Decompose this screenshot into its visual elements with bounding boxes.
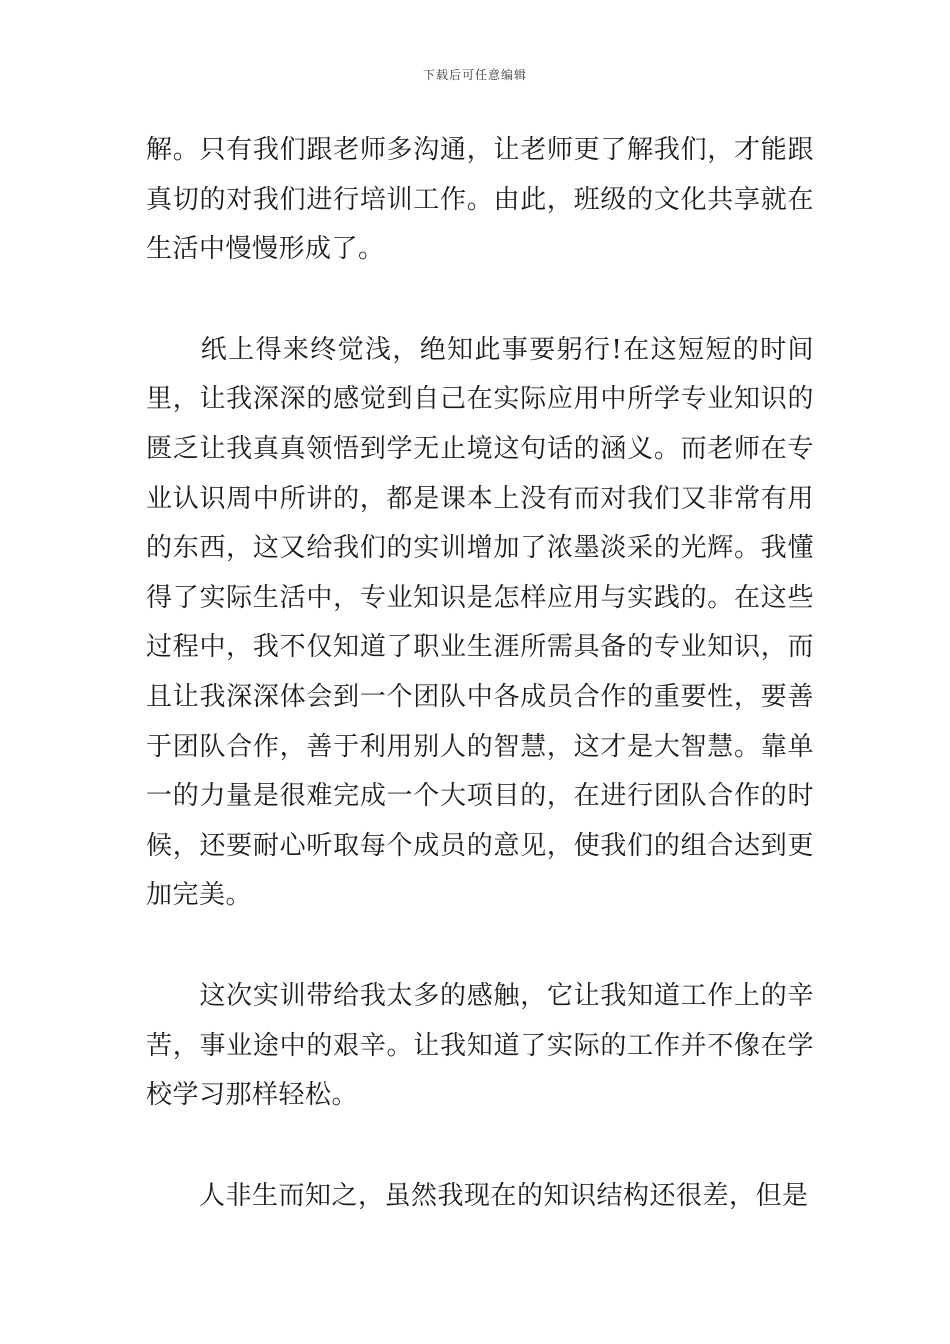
paragraph-2: 纸上得来终觉浅，绝知此事要躬行!在这短短的时间里，让我深深的感觉到自己在实际应用中所学专业知识的匮乏让我真真领悟到学无止境这句话的涵义。而老师在专业认识周中所讲的，都是课本上没有而对我们又非常有用的东西，这又给我们的实训增加了浓墨淡采的光辉。我懂得了实际生活中，专业知识是怎样应用与实践的。在这些过程中，我不仅知道了职业生涯所需具备的专业知识，而且让我深深体会到一个团队中各成员合作的重要性，要善于团队合作，善于利用别人的智慧，这才是大智慧。靠单一的力量是很难完成一个大项目的，在进行团队合作的时候，还要耐心听取每个成员的意见，使我们的组合达到更加完美。 xyxy=(146,334,814,911)
paragraph-3: 这次实训带给我太多的感触，它让我知道工作上的辛苦，事业途中的艰辛。让我知道了实际的工作并不像在学校学习那样轻松。 xyxy=(146,980,814,1111)
document-body xyxy=(146,126,814,1221)
page-header-note: 下载后可任意编辑 xyxy=(422,68,527,82)
paragraph-1: 解。只有我们跟老师多沟通，让老师更了解我们，才能跟真切的对我们进行培训工作。由此，班级的文化共享就在生活中慢慢形成了。 xyxy=(146,135,814,265)
paragraph-4: 人非生而知之，虽然我现在的知识结构还很差，但是 xyxy=(146,1180,809,1211)
